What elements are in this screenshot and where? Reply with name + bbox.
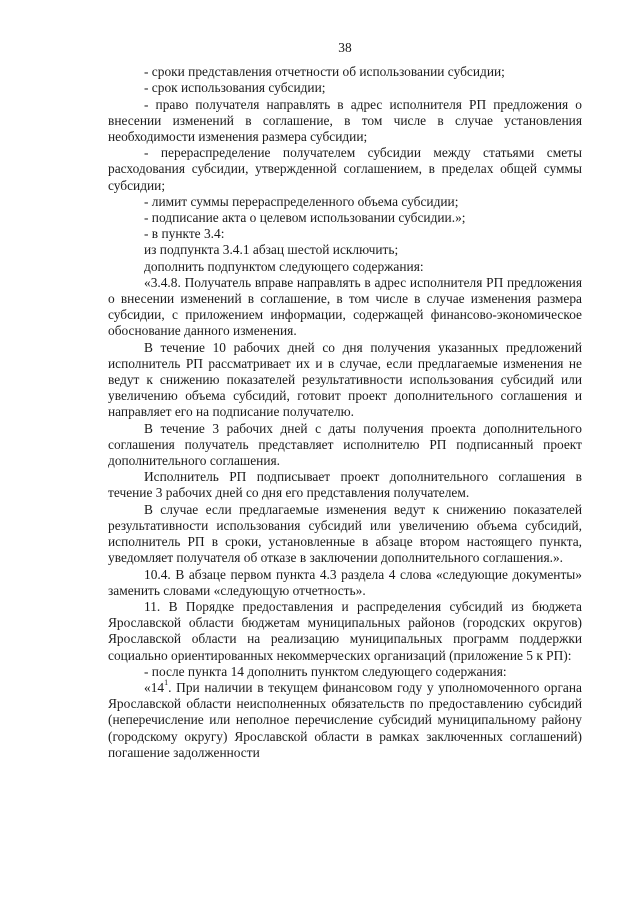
list-item-redistribution: - перераспределение получателем субсидии между статьями сметы расходования субсидии, утвержденной соглашением, в пределах общей суммы субсидии; <box>108 145 582 193</box>
paragraph-refusal: В случае если предлагаемые изменения ведут к снижению показателей результативности использования субсидий или увеличению объема субсидий, исполнитель РП в сроки, установленные в абзаце втором настоящего пункта, уведомляет получателя об отказе в заключении дополнительного соглашения.». <box>108 501 582 566</box>
document-page <box>108 40 582 761</box>
paragraph-14-1-prefix: «14 <box>144 679 165 695</box>
paragraph-14-1-superscript: 1 <box>164 678 169 688</box>
page-number: 38 <box>338 40 352 55</box>
paragraph-14-1-text: . При наличии в текущем финансовом году у уполномоченного органа Ярославской области неисполненных обязательств по предоставлению субсидий (неперечисление или неполное перечисление субсидий муниципальному району (городскому округу) Ярославской области в рамках заключенных соглашений) погашение задолженности <box>108 679 582 760</box>
paragraph-3-days-executor: Исполнитель РП подписывает проект дополнительного соглашения в течение 3 рабочих дней со дня его представления получателем. <box>108 469 582 501</box>
paragraph-add-subpoint: дополнить подпунктом следующего содержания: <box>144 258 424 274</box>
paragraph-exclude-3-4-1: из подпункта 3.4.1 абзац шестой исключить; <box>144 242 399 258</box>
list-item-reporting-deadlines: - сроки представления отчетности об использовании субсидии; <box>144 64 505 80</box>
list-item-limit: - лимит суммы перераспределенного объема субсидии; <box>144 193 459 209</box>
list-item-act-signing: - подписание акта о целевом использовании субсидии.»; <box>144 210 466 226</box>
paragraph-11: 11. В Порядке предоставления и распределения субсидий из бюджета Ярославской области бюджетам муниципальных районов (городских округов) Ярославской области на реализацию муниципальных программ поддержки социально ориентированных некоммерческих организаций (приложение 5 к РП): <box>108 598 582 663</box>
paragraph-10-days: В течение 10 рабочих дней со дня получения указанных предложений исполнитель РП рассматривает их и в случае, если предлагаемые изменения не ведут к снижению показателей результативности использования субсидий или увеличению объема субсидий, готовит проект дополнительного соглашения и направляет его на подписание получателю. <box>108 339 582 420</box>
list-item-recipient-right: - право получателя направлять в адрес исполнителя РП предложения о внесении изменений в соглашение, в том числе в случае установления необходимости изменения размера субсидии; <box>108 96 582 145</box>
list-item-point-3-4: - в пункте 3.4: <box>144 226 225 242</box>
list-item-usage-period: - срок использования субсидии; <box>144 80 326 96</box>
paragraph-10-4: 10.4. В абзаце первом пункта 4.3 раздела 4 слова «следующие документы» заменить словами «следующую отчетность». <box>108 566 582 598</box>
paragraph-3-4-8: «3.4.8. Получатель вправе направлять в адрес исполнителя РП предложения о внесении изменений в соглашение, в том числе в случае изменения размера субсидии, с приложением информации, содержащей финансово-экономическое обоснование данного изменения. <box>108 274 582 339</box>
paragraph-14-1 <box>108 680 582 761</box>
list-item-after-point-14: - после пункта 14 дополнить пунктом следующего содержания: <box>144 663 507 679</box>
paragraph-3-days-recipient: В течение 3 рабочих дней с даты получения проекта дополнительного соглашения получатель представляет исполнителю РП подписанный проект дополнительного соглашения. <box>108 420 582 469</box>
